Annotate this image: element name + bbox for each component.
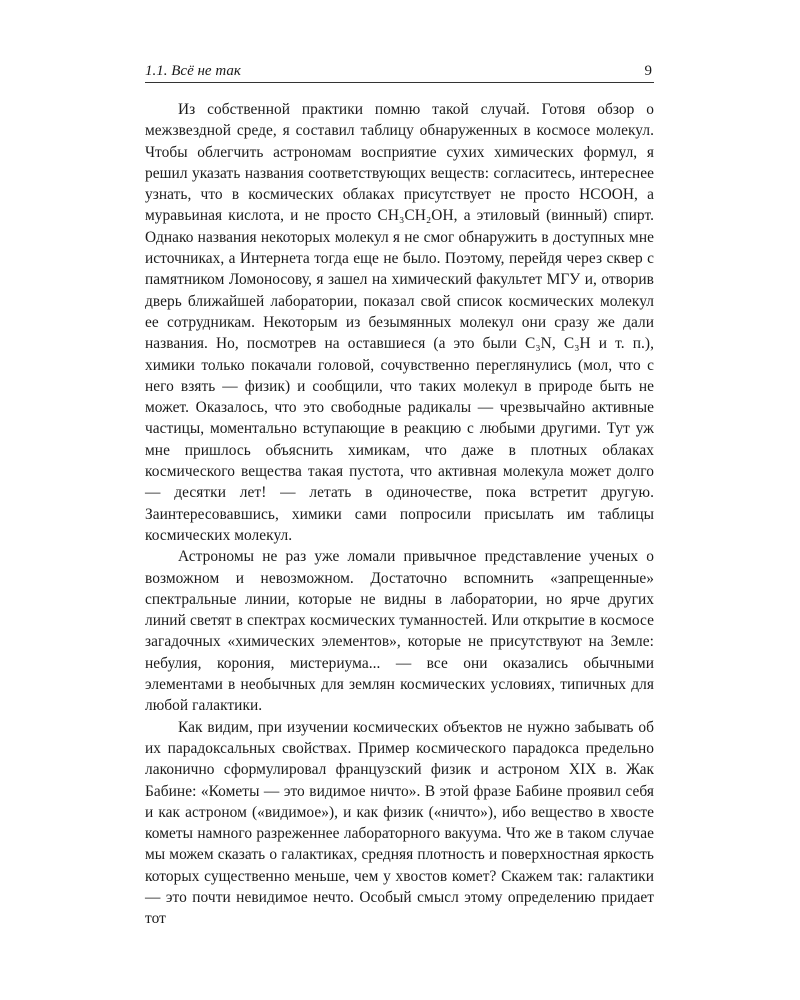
paragraph: Как видим, при изучении космических объектов не нужно забывать об их парадоксальных свойствах. Пример космического парадокса предельно лаконично сформулировал французский физик и астроном XIX в. Жак Бабине: «Кометы — это видимое ничто». В этой фразе Бабине проявил себя и как астроном («видимое»), и как физик («ничто»), ибо вещество в хвосте кометы намного разреженнее лабораторного вакуума. Что же в таком случае мы можем сказать о галактиках, средняя плотность и поверхностная яркость которых существенно меньше, чем у хвостов комет? Скажем так: галактики — это почти невидимое нечто. Особый смысл этому определению придает тот — [145, 718, 654, 928]
body-text — [145, 99, 654, 930]
chapter-title: 1.1. Всё не так — [145, 63, 241, 79]
book-page — [145, 62, 654, 930]
running-header — [145, 62, 654, 83]
paragraph: Из собственной практики помню такой случай. Готовя обзор о межзвездной среде, я составил таблицу обнаруженных в космосе молекул. Чтобы облегчить астрономам восприятие сухих химических формул, я решил указать названия соответствующих веществ: согласитесь, интереснее узнать, что в космических облаках присутствует не просто HCOOH, а муравьиная кислота, и не просто CH₃CH₂OH, а этиловый (винный) спирт. Однако названия некоторых молекул я не смог обнаружить в доступных мне источниках, а Интернета тогда еще не было. Поэтому, перейдя через сквер с памятником Ломоносову, я зашел на химический факультет МГУ и, отворив дверь ближайшей лаборатории, показал свой список космических молекул ее сотрудникам. Некоторым из безымянных молекул они сразу же дали названия. Но, посмотрев на оставшиеся (а это были C₃N, C₃H и т. п.), химики только покачали головой, сочувственно переглянулись (мол, что с него взять — физик) и сообщили, что таких молекул в природе быть не может. Оказалось, что это свободные радикалы — чрезвычайно активные частицы, моментально вступающие в реакцию с любыми другими. Тут уж мне пришлось объяснить химикам, что даже в плотных облаках космического вещества такая пустота, что активная молекула может долго — десятки лет! — летать в одиночестве, пока встретит другую. Заинтересовавшись, химики сами попросили присылать им таблицы космических молекул. — [145, 101, 654, 544]
paragraph: Астрономы не раз уже ломали привычное представление ученых о возможном и невозможном. Достаточно вспомнить «запрещенные» спектральные линии, которые не видны в лаборатории, но ярче других линий светят в спектрах космических туманностей. Или открытие в космосе загадочных «химических элементов», которые не присутствуют на Земле: небулия, корония, мистериума... — все они оказались обычными элементами в необычных для землян космических условиях, типичных для любой галактики. — [145, 548, 654, 715]
page-number: 9 — [644, 63, 652, 79]
